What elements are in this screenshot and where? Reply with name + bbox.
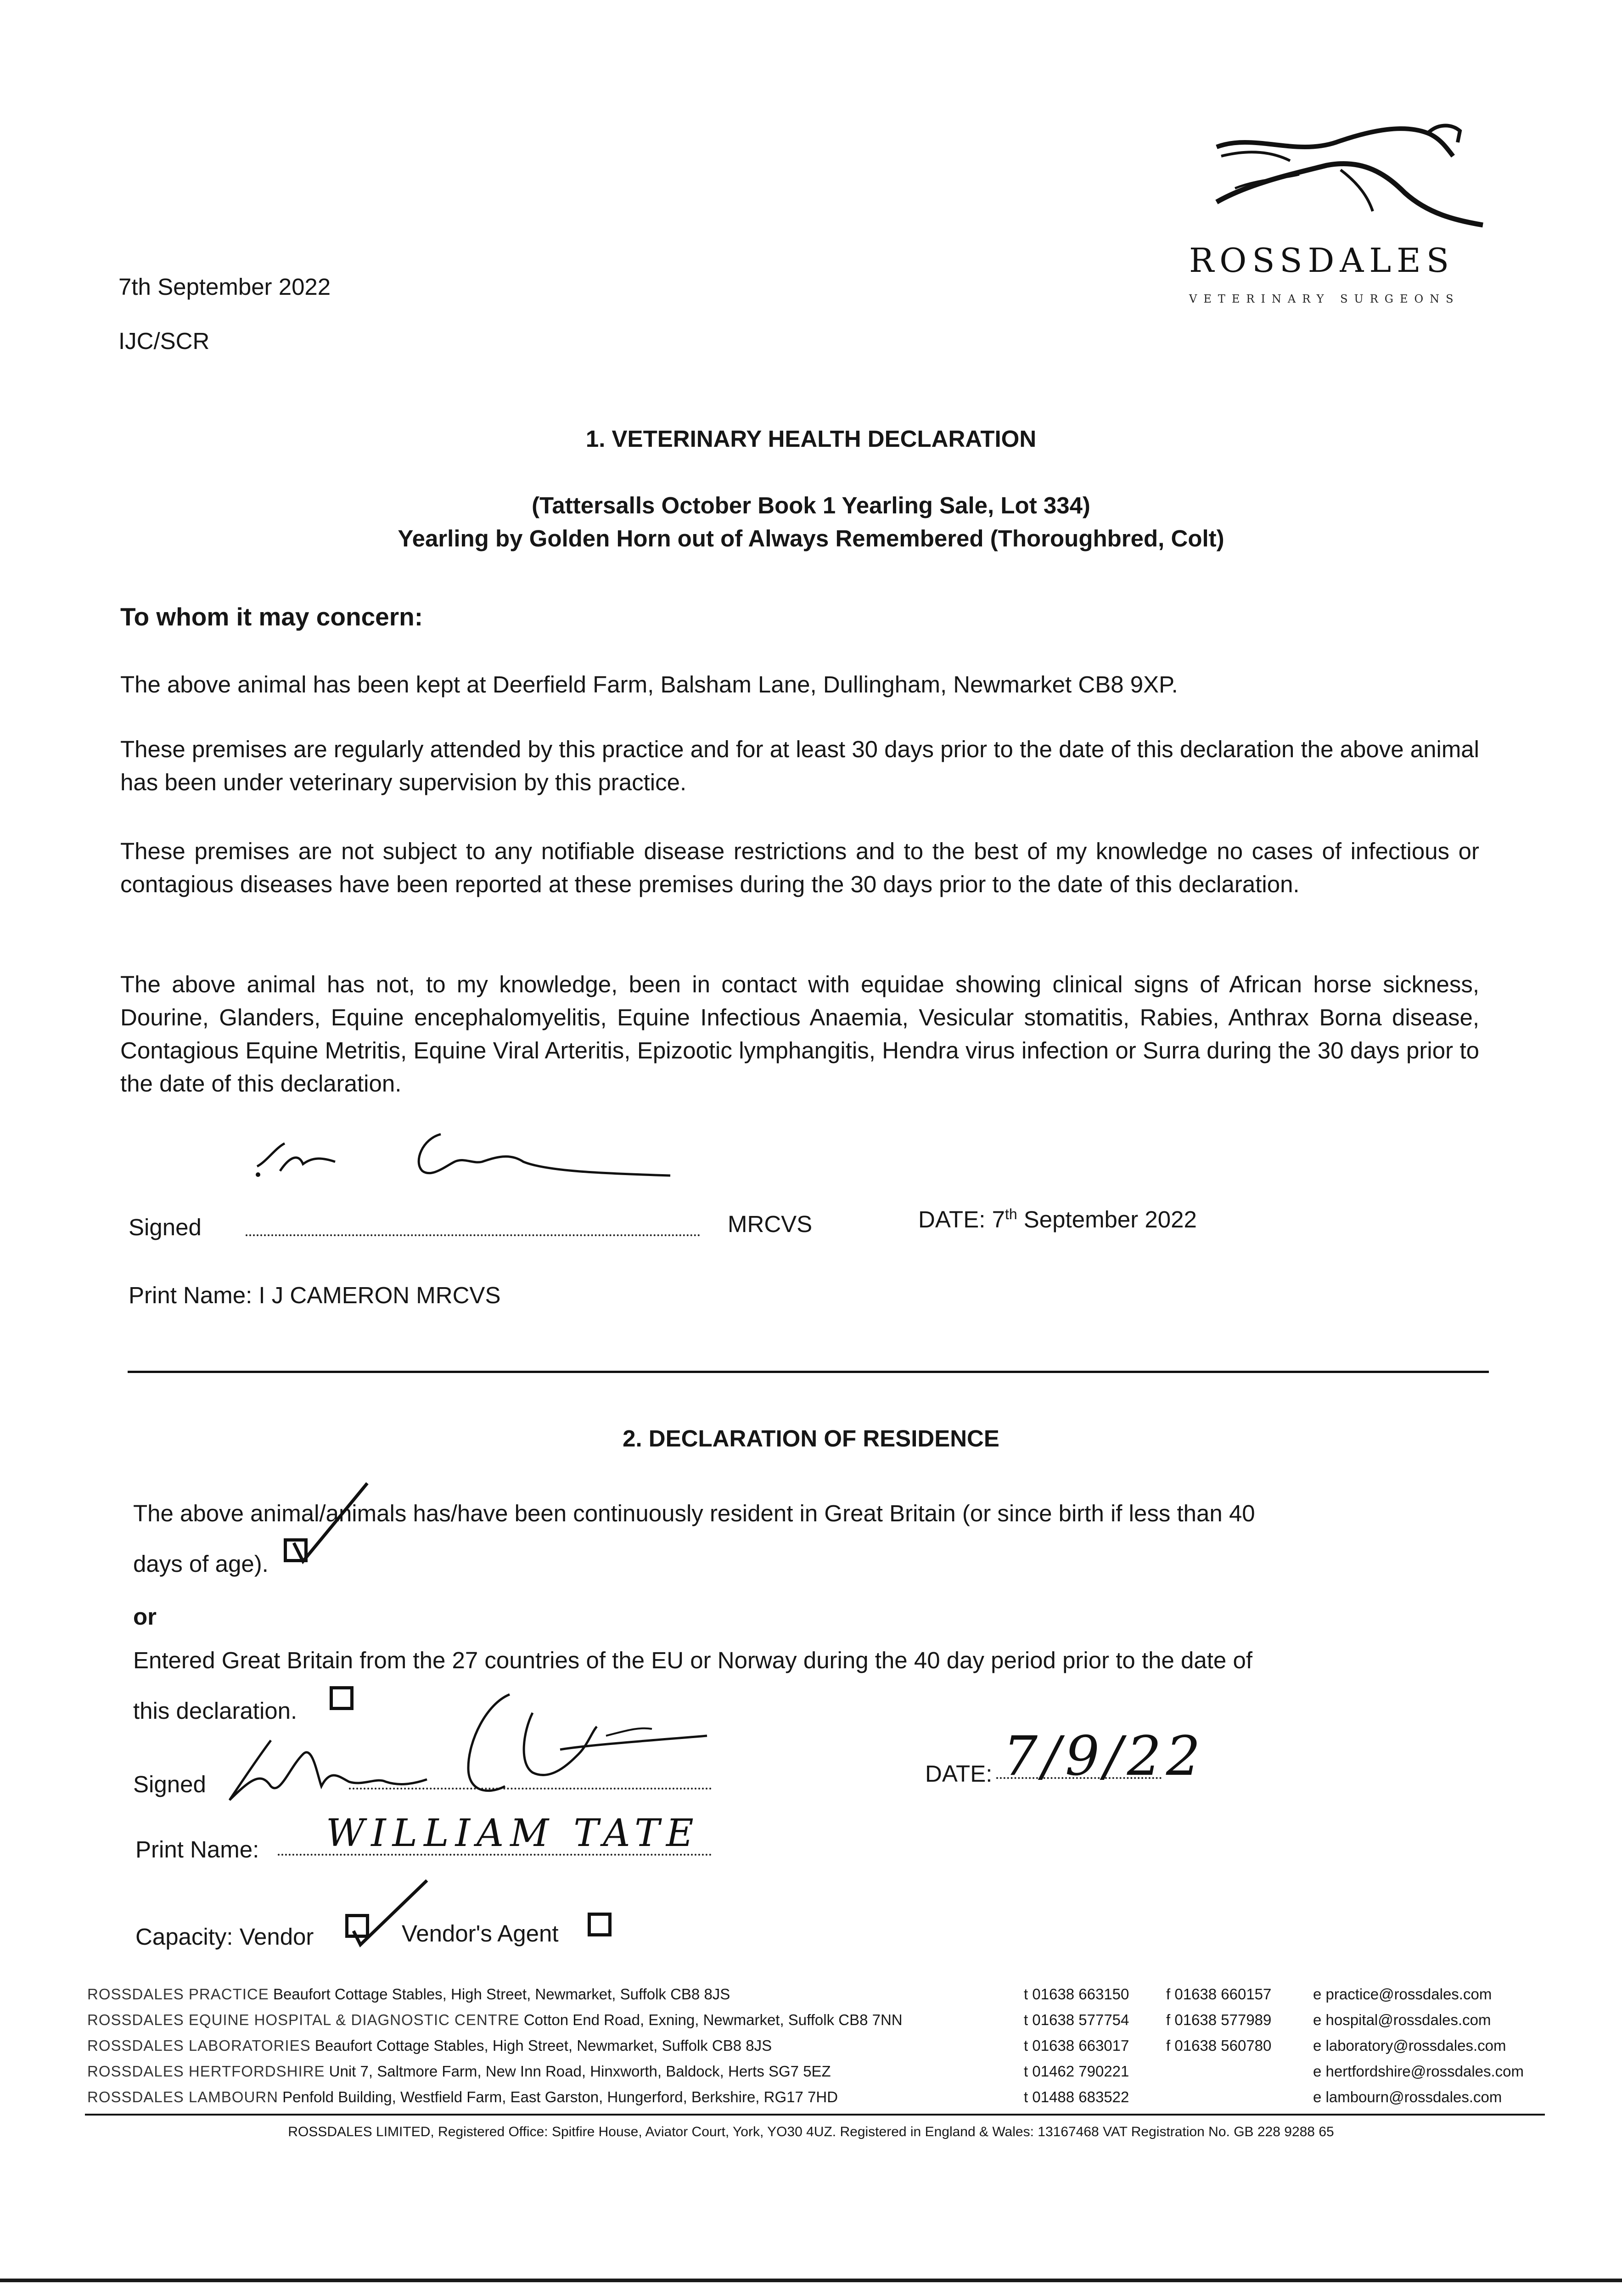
paragraph-supervision: These premises are regularly attended by this practice and for at least 30 days prior to the date of this declaration the above animal has been under veterinary supervision by this practice. <box>120 736 1479 795</box>
resident-checkmark-icon <box>275 1474 376 1570</box>
residence-line-2: days of age). <box>133 1551 269 1577</box>
residence-line-1: The above animal/animals has/have been continuously resident in Great Britain (or since birth if less than 40 <box>133 1500 1255 1526</box>
capacity-vendor-label: Capacity: Vendor <box>135 1924 314 1950</box>
section2-heading: 2. DECLARATION OF RESIDENCE <box>623 1425 999 1452</box>
vendor-print-name-label: Print Name: <box>135 1836 259 1863</box>
vet-signed-suffix: MRCVS <box>728 1211 813 1237</box>
agent-checkbox[interactable] <box>588 1913 612 1936</box>
vet-signed-label: Signed <box>129 1214 202 1240</box>
office-row: ROSSDALES LABORATORIES Beaufort Cottage Stables, High Street, Newmarket, Suffolk CB8 8JS t 01638 663017 f 01638 560780 e laboratory@rossdales.com <box>87 2037 1506 2054</box>
entered-line-2: this declaration. <box>133 1698 297 1724</box>
or-label: or <box>133 1604 157 1630</box>
footer-registered: ROSSDALES LIMITED, Registered Office: Spitfire House, Aviator Court, York, YO30 4UZ. Registered in England & Wales: 13167468 VAT Registration No. GB 228 9288 65 <box>288 2124 1334 2139</box>
brand-tagline: VETERINARY SURGEONS <box>1189 293 1460 305</box>
vendor-date-label: DATE: <box>925 1761 993 1787</box>
entered-line-1: Entered Great Britain from the 27 countries of the EU or Norway during the 40 day period prior to the date of <box>133 1647 1252 1673</box>
vendor-date-handwritten: 7/9/22 <box>1003 1724 1205 1788</box>
section-divider <box>128 1371 1489 1373</box>
office-row: ROSSDALES HERTFORDSHIRE Unit 7, Saltmore Farm, New Inn Road, Hinxworth, Baldock, Herts SG7 5EZ t 01462 790221 e hertfordshire@rossdales.com <box>87 2063 1524 2080</box>
vendor-print-name-handwritten: WILLIAM TATE <box>326 1812 700 1855</box>
section1-heading: 1. VETERINARY HEALTH DECLARATION <box>585 426 1037 452</box>
office-row: ROSSDALES PRACTICE Beaufort Cottage Stables, High Street, Newmarket, Suffolk CB8 8JS t 01638 663150 f 01638 660157 e practice@rossdales.com <box>87 1986 1492 2003</box>
vet-date: DATE: 7th September 2022 <box>918 1206 1197 1232</box>
paragraph-no-contact: The above animal has not, to my knowledge, been in contact with equidae showing clinical signs of African horse sickness, Dourine, Glanders, Equine encephalomyelitis, Equine Infectious Anaemia, Vesicular stomatitis, Rabies, Anthrax Borna disease, Contagious Equine Metritis, Equine Viral Arteritis, Epizootic lymphangitis, Hendra virus infection or Surra during the 30 days prior to the date of this declaration. <box>120 971 1479 1097</box>
scan-edge <box>0 2279 1622 2282</box>
office-row: ROSSDALES EQUINE HOSPITAL & DIAGNOSTIC CENTRE Cotton End Road, Exning, Newmarket, Suffolk CB8 7NN t 01638 577754 f 01638 577989 e hospital@rossdales.com <box>87 2011 1491 2028</box>
brand-name: ROSSDALES <box>1189 241 1455 280</box>
horse-logo-icon <box>1189 106 1492 243</box>
capacity-agent-label: Vendor's Agent <box>402 1920 559 1947</box>
office-row: ROSSDALES LAMBOURN Penfold Building, Westfield Farm, East Garston, Hungerford, Berkshire, RG17 7HD t 01488 683522 e lambourn@rossdales.com <box>87 2088 1502 2105</box>
paragraph-premises: The above animal has been kept at Deerfield Farm, Balsham Lane, Dullingham, Newmarket CB8 9XP. <box>120 671 1178 698</box>
footer-offices <box>87 1981 1556 2110</box>
section1-subheading-yearling: Yearling by Golden Horn out of Always Remembered (Thoroughbred, Colt) <box>398 525 1224 551</box>
vet-signature-line <box>246 1234 700 1236</box>
vet-signature <box>248 1120 689 1189</box>
rossdales-logo <box>1189 106 1492 326</box>
letter-reference: IJC/SCR <box>118 328 210 354</box>
section1-subheading-lot: (Tattersalls October Book 1 Yearling Sale, Lot 334) <box>532 492 1090 518</box>
footer-divider <box>85 2114 1545 2116</box>
vet-print-name: Print Name: I J CAMERON MRCVS <box>129 1282 501 1308</box>
vendor-signed-label: Signed <box>133 1771 206 1797</box>
letter-date: 7th September 2022 <box>118 274 331 300</box>
salutation: To whom it may concern: <box>120 602 423 631</box>
vendor-signature <box>211 1685 725 1809</box>
paragraph-no-restrictions: These premises are not subject to any notifiable disease restrictions and to the best of my knowledge no cases of infectious or contagious diseases have been reported at these premises during the 30 days prior to the date of this declaration. <box>120 838 1479 897</box>
